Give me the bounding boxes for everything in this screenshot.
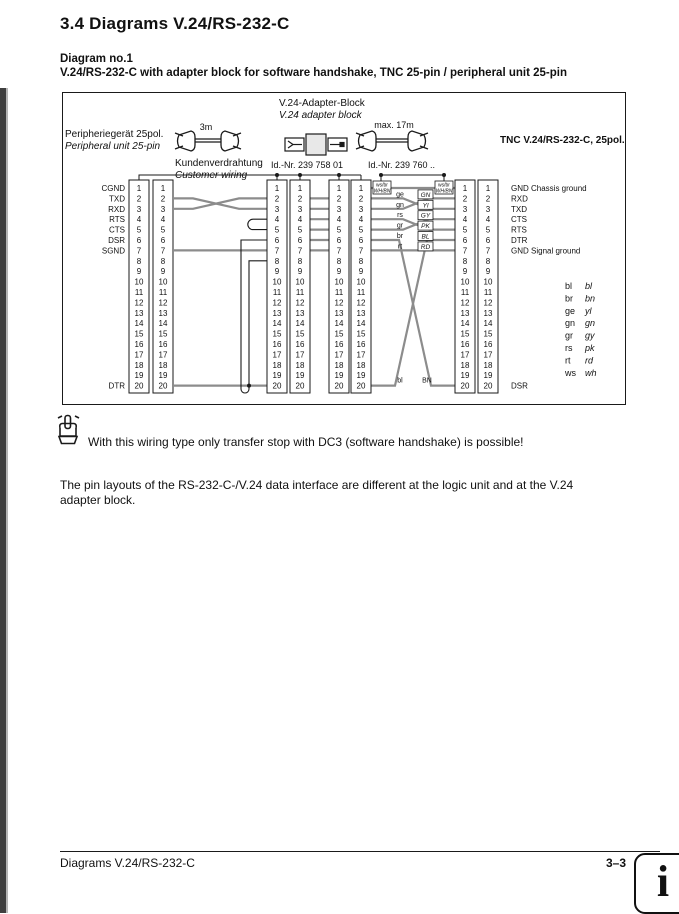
pin-number: 2	[274, 194, 280, 204]
pin-number: 16	[334, 340, 344, 349]
pin-number: 15	[272, 329, 282, 339]
note-hand-icon	[55, 414, 82, 446]
body-paragraph: The pin layouts of the RS-232-C-/V.24 data interface are different at the logic unit and at the V.24 adapter block.	[60, 478, 574, 507]
pin-number: 15	[460, 329, 470, 339]
info-icon-glyph: i	[656, 856, 670, 906]
pin-number: 18	[334, 360, 344, 370]
diagram-heading	[60, 52, 567, 80]
pin-number: 11	[158, 288, 168, 297]
pair-label-en: WH/BN	[373, 188, 391, 195]
pin-number: 8	[136, 256, 142, 266]
pin-number: 12	[334, 298, 344, 308]
tnc-label: TNC V.24/RS-232-C, 25pol.	[500, 135, 625, 146]
wiring-diagram	[62, 92, 626, 405]
pin-number: 10	[460, 277, 470, 287]
pin-number: 3	[136, 204, 142, 214]
pin-number: 3	[297, 204, 303, 214]
right-signal-label: DSR	[511, 381, 528, 391]
pin-number: 12	[483, 298, 493, 308]
left-signal-label: TXD	[109, 194, 125, 204]
pin-number: 5	[462, 225, 468, 235]
pin-number: 17	[295, 350, 305, 360]
pin-number: 10	[272, 277, 282, 287]
pin-number: 19	[272, 371, 282, 381]
pin-number: 15	[295, 329, 305, 339]
legend-en: wh	[585, 367, 597, 378]
legend-de: rs	[565, 343, 573, 353]
pin-number: 13	[460, 308, 470, 318]
legend-en: gy	[585, 330, 595, 341]
pin-number: 17	[158, 350, 168, 360]
pin-number: 3	[274, 204, 280, 214]
pin-number: 11	[460, 288, 470, 297]
pin-number: 14	[356, 319, 366, 329]
right-signal-label: GND Chassis ground	[511, 184, 587, 193]
left-signal-label: CTS	[109, 225, 125, 235]
pin-number: 5	[485, 225, 491, 235]
pin-number: 5	[274, 225, 280, 235]
pin-number: 1	[336, 184, 342, 193]
pin-number: 7	[274, 246, 280, 256]
pin-number: 9	[462, 267, 468, 277]
pin-number: 13	[356, 308, 366, 318]
pin-number: 13	[295, 308, 305, 318]
pin-number: 3	[485, 204, 491, 214]
pin-number: 12	[272, 298, 282, 308]
connector-column-2	[153, 180, 173, 393]
pin-number: 7	[358, 246, 364, 256]
legend-de: rt	[565, 355, 571, 366]
connector-column-8	[478, 180, 498, 393]
pin-number: 6	[358, 236, 364, 245]
pair-label-de: ws/br	[376, 182, 388, 189]
pin-number: 10	[356, 277, 366, 287]
pin-number: 7	[136, 246, 142, 256]
adapter-block-label-en: V.24 adapter block	[279, 110, 362, 121]
pin-number: 10	[295, 277, 305, 287]
pin-number: 6	[485, 236, 491, 245]
wire-label-de: ge	[396, 191, 404, 199]
legend-de: ge	[565, 305, 576, 316]
pin-number: 18	[483, 360, 493, 370]
pin-number: 3	[160, 204, 166, 214]
pin-number: 15	[134, 329, 144, 339]
legend-en: yl	[585, 305, 592, 316]
connector-column-1	[129, 180, 149, 393]
pin-number: 19	[295, 371, 305, 381]
pin-number: 13	[483, 308, 493, 318]
pin-number: 2	[462, 194, 468, 204]
legend-en: bn	[585, 293, 596, 304]
footer-section-title: Diagrams V.24/RS-232-C	[60, 856, 195, 870]
pin-number: 10	[334, 277, 344, 287]
pin-number: 2	[358, 194, 364, 204]
pin-number: 11	[356, 288, 366, 297]
customer-cable-wires	[174, 198, 267, 385]
right-signal-label: RTS	[511, 225, 527, 235]
pin-number: 12	[295, 298, 305, 308]
pin-number: 1	[462, 184, 468, 193]
pin-number: 11	[483, 288, 493, 297]
pin-number: 3	[358, 204, 364, 214]
pin-number: 6	[274, 236, 280, 245]
diagram-dynamic-layer	[101, 180, 596, 393]
adapter-passthrough-wires	[310, 198, 329, 250]
left-signal-label: CGND	[101, 184, 125, 193]
wire-label-en: BL	[421, 233, 430, 241]
pin-number: 13	[272, 308, 282, 318]
pin-number: 20	[334, 381, 344, 391]
connector-column-5	[329, 180, 349, 393]
customer-wiring-label-en: Customer wiring	[175, 170, 248, 181]
pin-number: 1	[297, 184, 303, 193]
diagram-heading-line2: V.24/RS-232-C with adapter block for software handshake, TNC 25-pin / peripheral unit 25-pin	[60, 67, 567, 79]
pin-number: 19	[460, 371, 470, 381]
pin-number: 19	[134, 371, 144, 381]
wire-label-en: GY	[420, 212, 431, 220]
pin-number: 11	[272, 288, 282, 297]
pin-number: 14	[295, 319, 305, 329]
pin-number: 8	[462, 256, 468, 266]
pin-number: 9	[297, 267, 303, 277]
pin-number: 6	[462, 236, 468, 245]
wire-label-de: gr	[396, 222, 404, 230]
shield-rail-left	[139, 175, 361, 180]
pin-number: 9	[485, 267, 491, 277]
pin-number: 20	[158, 381, 168, 391]
pin-number: 16	[483, 340, 493, 349]
right-signal-label: CTS	[511, 215, 527, 225]
wire-label-de: br	[396, 233, 404, 240]
pin-number: 19	[356, 371, 366, 381]
pin-number: 1	[160, 184, 166, 193]
pin-number: 3	[336, 204, 342, 214]
pair-label-en-2: WH/BN	[435, 188, 453, 195]
pin-number: 17	[356, 350, 366, 360]
pin-number: 7	[485, 246, 491, 256]
wire-label-de: rs	[397, 212, 403, 220]
pin-number: 17	[334, 350, 344, 360]
legend-de: gn	[565, 318, 576, 329]
legend-en: bl	[585, 281, 593, 291]
pin-number: 2	[136, 194, 142, 204]
pin-number: 4	[358, 215, 364, 225]
wire-label-en: GN	[420, 191, 431, 199]
left-signal-label: DSR	[108, 236, 125, 245]
pin-number: 19	[334, 371, 344, 381]
wire-label-en: Yl	[422, 202, 429, 210]
pin-number: 1	[485, 184, 491, 193]
pin-number: 14	[134, 319, 144, 329]
pin-number: 2	[160, 194, 166, 204]
pin-number: 14	[272, 319, 282, 329]
pin-number: 9	[136, 267, 142, 277]
adapter-block-symbol	[285, 134, 347, 155]
pin-number: 8	[274, 256, 280, 266]
legend-de: bl	[565, 281, 573, 291]
pin-number: 14	[483, 319, 493, 329]
pin-number: 4	[136, 215, 142, 225]
cable2-symbol	[356, 131, 428, 151]
pin-number: 15	[356, 329, 366, 339]
pin-number: 6	[160, 236, 166, 245]
pin-number: 18	[158, 360, 168, 370]
pin-number: 13	[158, 308, 168, 318]
pin-number: 9	[274, 267, 280, 277]
left-signal-label: RXD	[108, 204, 125, 214]
pin-number: 16	[295, 340, 305, 349]
pin-number: 12	[356, 298, 366, 308]
adapter-block-label-de: V.24-Adapter-Block	[279, 98, 365, 109]
cable1-length-label: 3m	[199, 122, 213, 132]
connector-column-7	[455, 180, 475, 393]
pin-number: 4	[297, 215, 303, 225]
pin-number: 13	[334, 308, 344, 318]
right-signal-label: TXD	[511, 204, 527, 214]
pin-number: 18	[295, 360, 305, 370]
pin-number: 11	[334, 288, 344, 297]
pin-number: 20	[272, 381, 282, 391]
pin-number: 9	[160, 267, 166, 277]
right-signal-label: DTR	[511, 236, 528, 245]
wire-label-en: RD	[420, 243, 431, 251]
pin-number: 11	[134, 288, 144, 297]
pin-number: 17	[134, 350, 144, 360]
footer-rule	[60, 851, 660, 852]
shield-rail-right	[381, 175, 444, 181]
pin-number: 18	[272, 360, 282, 370]
right-signal-label: RXD	[511, 194, 528, 204]
pin-number: 20	[483, 381, 493, 391]
page-title: 3.4 Diagrams V.24/RS-232-C	[60, 14, 290, 33]
connector-column-3	[267, 180, 287, 393]
pin-number: 6	[297, 236, 303, 245]
pin-number: 12	[158, 298, 168, 308]
pin-number: 2	[297, 194, 303, 204]
jumper-junction-dot	[247, 384, 251, 388]
pin-number: 5	[336, 225, 342, 235]
bottom-wire-label-left: bl	[397, 377, 403, 385]
cable2-length-label: max. 17m	[374, 120, 414, 130]
pin-number: 5	[297, 225, 303, 235]
wire-label-en: PK	[421, 223, 430, 231]
pin-number: 5	[160, 225, 166, 235]
pin-number: 4	[462, 215, 468, 225]
pin-number: 10	[158, 277, 168, 287]
pin-number: 1	[136, 184, 142, 193]
note-text: With this wiring type only transfer stop with DC3 (software handshake) is possible!	[88, 435, 524, 449]
legend-en: gn	[585, 318, 596, 329]
pin-number: 9	[336, 267, 342, 277]
pin-number: 20	[295, 381, 305, 391]
left-signal-label: SGND	[101, 246, 125, 256]
pin-number: 16	[134, 340, 144, 349]
pin-number: 6	[336, 236, 342, 245]
right-signal-label: GND Signal ground	[511, 246, 581, 256]
pin-number: 12	[134, 298, 144, 308]
pin-number: 4	[336, 215, 342, 225]
pin-number: 9	[358, 267, 364, 277]
pin-number: 20	[356, 381, 366, 391]
pin-number: 7	[462, 246, 468, 256]
pin-number: 14	[158, 319, 168, 329]
pin-number: 16	[158, 340, 168, 349]
info-icon	[634, 853, 679, 914]
connector-column-4	[290, 180, 310, 393]
pin-number: 8	[297, 256, 303, 266]
pair-label-de-2: ws/br	[438, 182, 450, 189]
pin-number: 6	[136, 236, 142, 245]
pin-number: 5	[136, 225, 142, 235]
pin-number: 11	[295, 288, 305, 297]
pin-number: 17	[460, 350, 470, 360]
tnc-cable-wires	[371, 188, 455, 386]
legend-de: br	[565, 293, 574, 304]
pin-number: 19	[158, 371, 168, 381]
pin-number: 17	[483, 350, 493, 360]
pin-number: 16	[356, 340, 366, 349]
pin-number: 7	[297, 246, 303, 256]
bottom-wire-label-right: BN	[422, 377, 432, 385]
pin-number: 8	[160, 256, 166, 266]
adapter-id-label: Id.-Nr. 239 758 01	[271, 160, 344, 170]
wire-label-de: rt	[397, 243, 403, 251]
pin-number: 7	[336, 246, 342, 256]
pin-number: 19	[483, 371, 493, 381]
pin-number: 4	[485, 215, 491, 225]
wire-label-de: gn	[396, 201, 404, 209]
left-signal-label: RTS	[109, 215, 125, 225]
pin-number: 2	[336, 194, 342, 204]
pin-number: 12	[460, 298, 470, 308]
pin-number: 10	[483, 277, 493, 287]
pin-number: 17	[272, 350, 282, 360]
footer-page-number: 3–3	[605, 856, 626, 870]
connector-column-6	[351, 180, 371, 393]
scan-edge-highlight	[6, 88, 8, 913]
peripheral-label-en: Peripheral unit 25-pin	[65, 141, 161, 152]
pin-number: 10	[134, 277, 144, 287]
pin-number: 1	[274, 184, 280, 193]
legend-en: rd	[585, 355, 594, 366]
pin-number: 4	[274, 215, 280, 225]
legend-en: pk	[585, 343, 595, 353]
pin-number: 20	[134, 381, 144, 391]
pin-number: 16	[460, 340, 470, 349]
pin-number: 3	[462, 204, 468, 214]
legend-de: ws	[565, 367, 576, 378]
pin-number: 20	[460, 381, 470, 391]
pin-number: 15	[334, 329, 344, 339]
customer-wiring-label-de: Kundenverdrahtung	[175, 158, 263, 169]
pin-number: 18	[134, 360, 144, 370]
pin-number: 13	[134, 308, 144, 318]
pin-number: 8	[358, 256, 364, 266]
cable2-id-label: Id.-Nr. 239 760 ..	[368, 160, 436, 170]
legend-de: gr	[565, 330, 574, 341]
left-signal-label: DTR	[108, 381, 125, 391]
pin-number: 1	[358, 184, 364, 193]
pin-number: 7	[160, 246, 166, 256]
pin-number: 8	[485, 256, 491, 266]
cable1-symbol	[175, 131, 241, 151]
peripheral-label-de: Peripheriegerät 25pol.	[65, 129, 164, 140]
pin-number: 18	[356, 360, 366, 370]
diagram-heading-line1: Diagram no.1	[60, 53, 133, 65]
pin-number: 15	[158, 329, 168, 339]
wiring-diagram-svg	[63, 93, 625, 404]
pin-number: 2	[485, 194, 491, 204]
pin-number: 5	[358, 225, 364, 235]
pin-number: 14	[334, 319, 344, 329]
pin-number: 16	[272, 340, 282, 349]
pin-number: 18	[460, 360, 470, 370]
pin-number: 15	[483, 329, 493, 339]
pin-number: 8	[336, 256, 342, 266]
pin-number: 14	[460, 319, 470, 329]
pin-number: 4	[160, 215, 166, 225]
handshake-jumpers	[241, 219, 267, 393]
